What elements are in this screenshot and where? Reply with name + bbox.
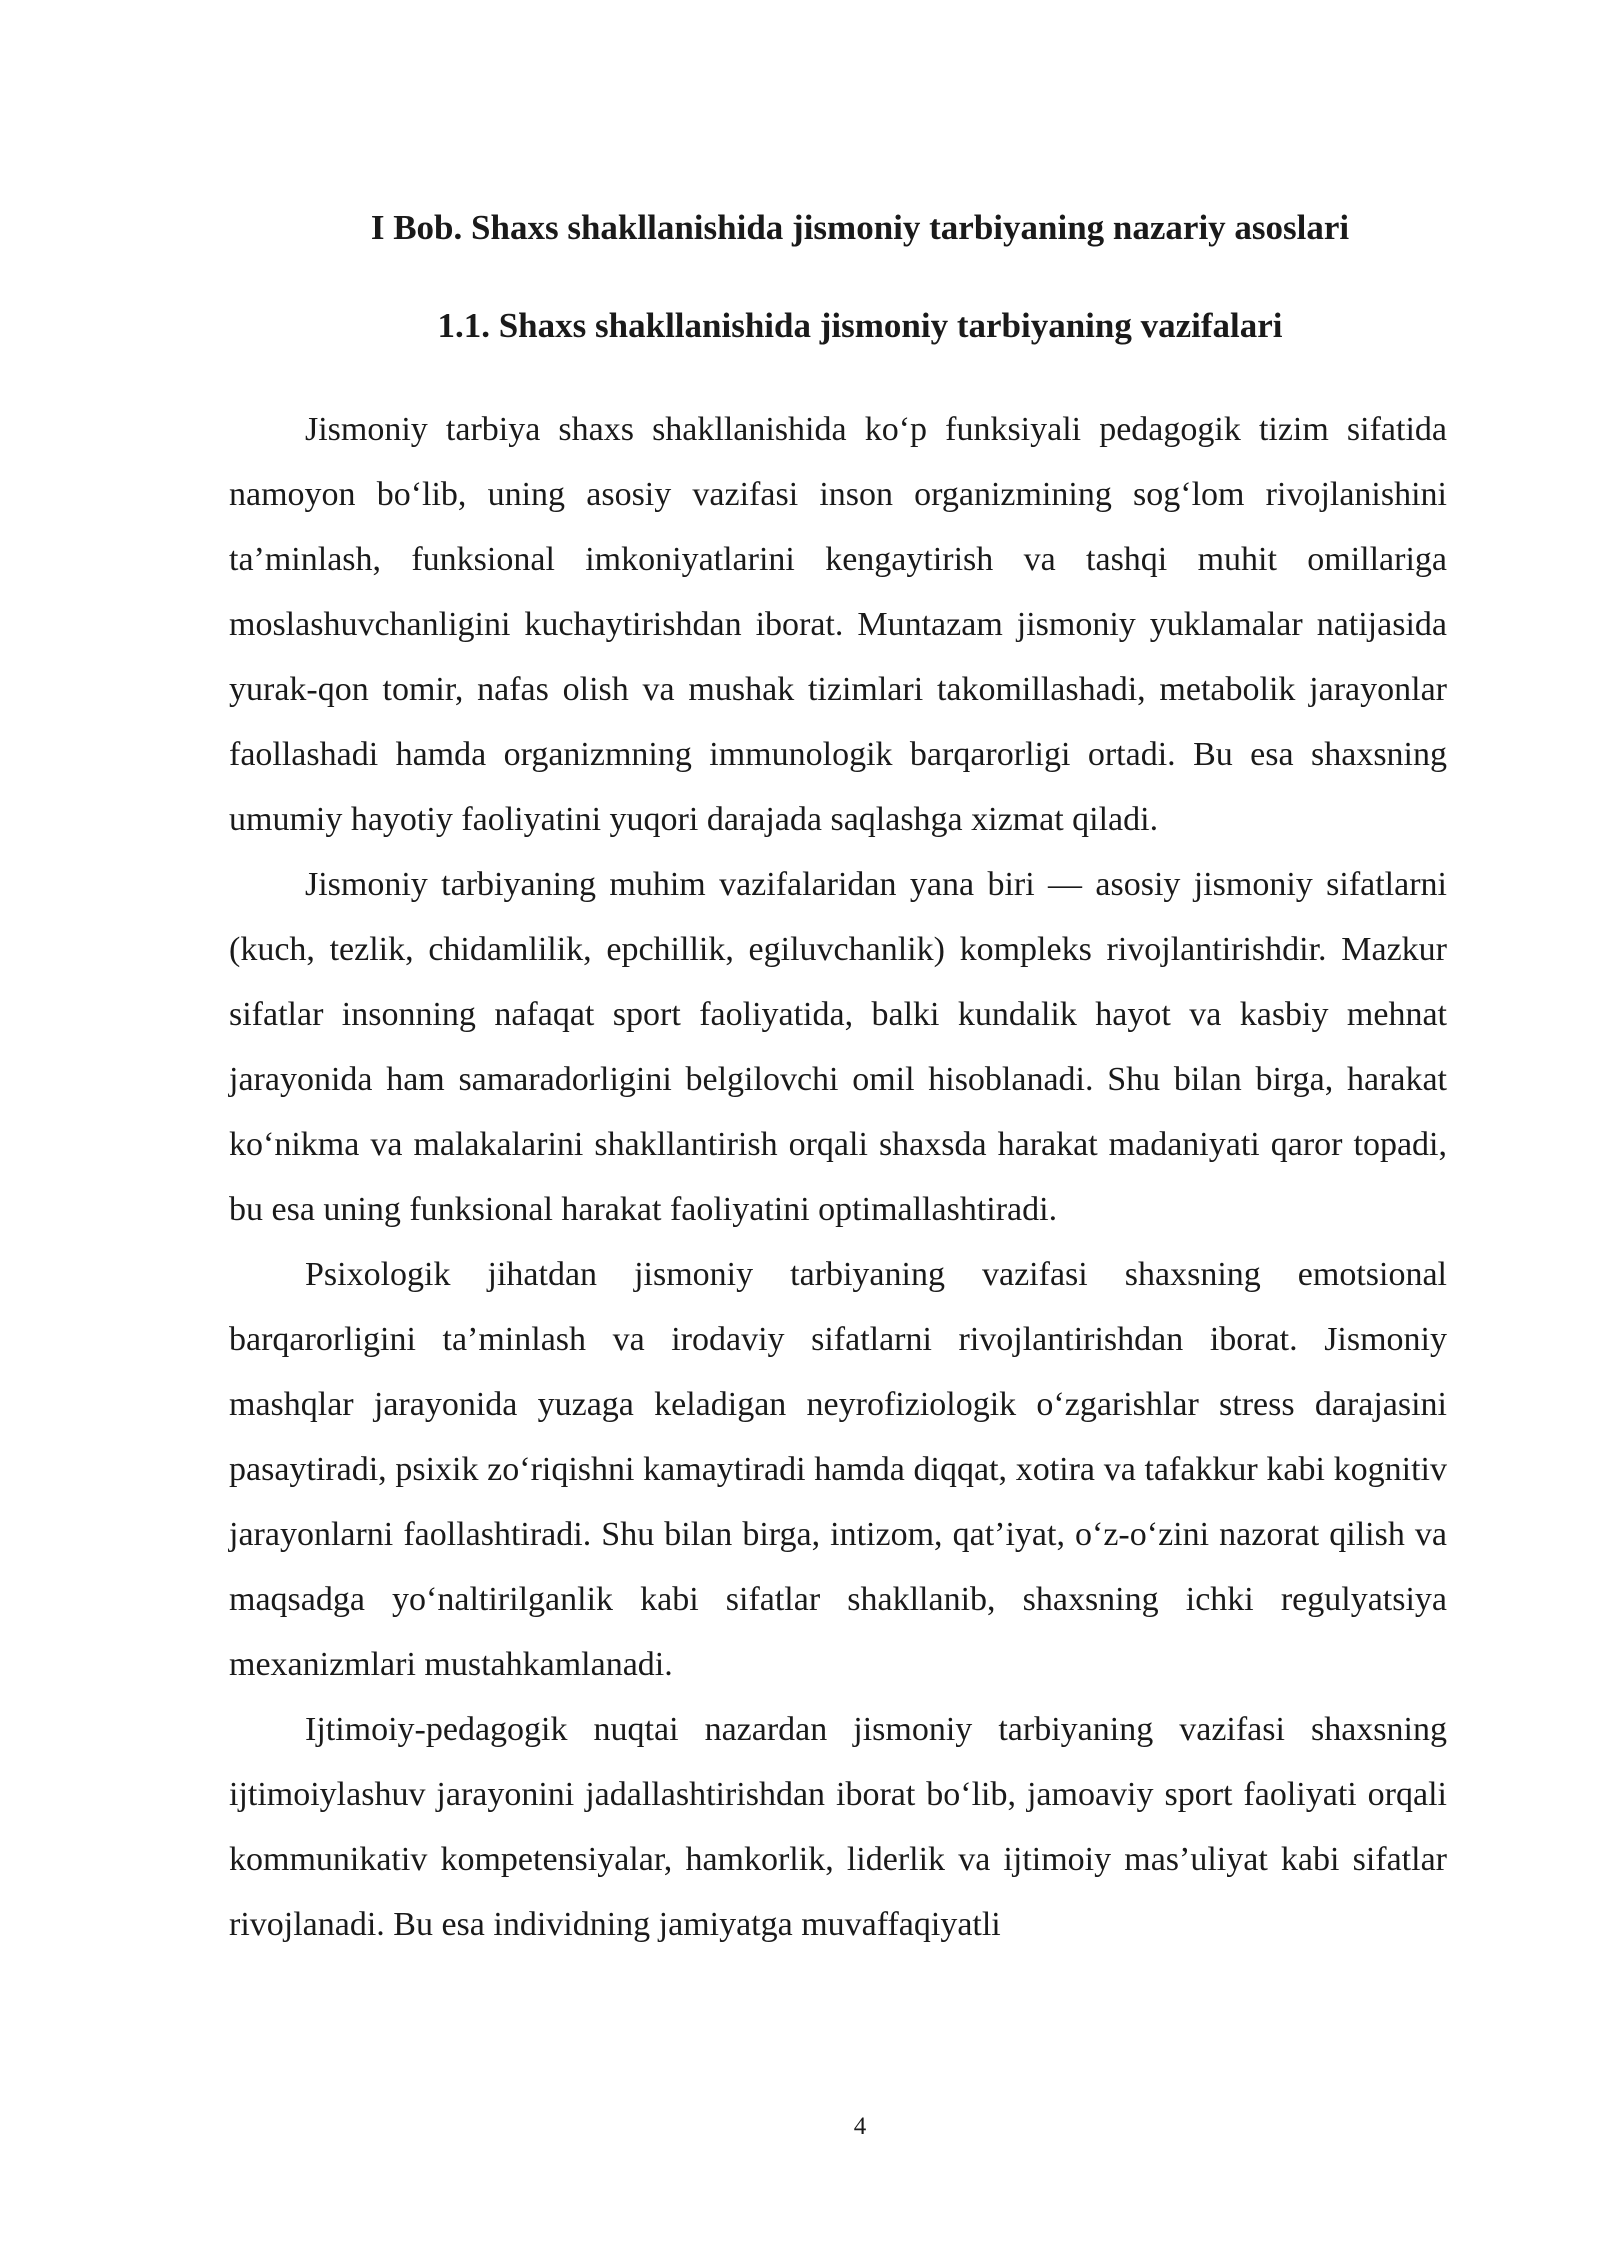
body-text (229, 397, 1447, 1957)
paragraph-4: Ijtimoiy-pedagogik nuqtai nazardan jismoniy tarbiyaning vazifasi shaxsning ijtimoiylashuv jarayonini jadallashtirishdan iborat bo‘lib, jamoaviy sport faoliyati orqali kommunikativ kompetensiyalar, hamkorlik, liderlik va ijtimoiy mas’uliyat kabi sifatlar rivojlanadi. Bu esa individning jamiyatga muvaffaqiyatli (229, 1711, 1447, 1943)
paragraph-2: Jismoniy tarbiyaning muhim vazifalaridan yana biri — asosiy jismoniy sifatlarni (kuch, tezlik, chidamlilik, epchillik, egiluvchanlik) kompleks rivojlantirishdir. Mazkur sifatlar insonning nafaqat sport faoliyatida, balki kundalik hayot va kasbiy mehnat jarayonida ham samaradorligini belgilovchi omil hisoblanadi. Shu bilan birga, harakat ko‘nikma va malakalarini shakllantirish orqali shaxsda harakat madaniyati qaror topadi, bu esa uning funksional harakat faoliyatini optimallashtiradi. (229, 866, 1447, 1228)
paragraph-1: Jismoniy tarbiya shaxs shakllanishida ko‘p funksiyali pedagogik tizim sifatida namoyon bo‘lib, uning asosiy vazifasi inson organizmining sog‘lom rivojlanishini ta’minlash, funksional imkoniyatlarini kengaytirish va tashqi muhit omillariga moslashuvchanligini kuchaytirishdan iborat. Muntazam jismoniy yuklamalar natijasida yurak-qon tomir, nafas olish va mushak tizimlari takomillashadi, metabolik jarayonlar faollashadi hamda organizmning immunologik barqarorligi ortadi. Bu esa shaxsning umumiy hayotiy faoliyatini yuqori darajada saqlashga xizmat qiladi. (229, 411, 1447, 838)
paragraph-3: Psixologik jihatdan jismoniy tarbiyaning vazifasi shaxsning emotsional barqarorligini ta’minlash va irodaviy sifatlarni rivojlantirishdan iborat. Jismoniy mashqlar jarayonida yuzaga keladigan neyrofiziologik o‘zgarishlar stress darajasini pasaytiradi, psixik zo‘riqishni kamaytiradi hamda diqqat, xotira va tafakkur kabi kognitiv jarayonlarni faollashtiradi. Shu bilan birga, intizom, qat’iyat, o‘z-o‘zini nazorat qilish va maqsadga yo‘naltirilganlik kabi sifatlar shakllanib, shaxsning ichki regulyatsiya mexanizmlari mustahkamlanadi. (229, 1256, 1447, 1683)
section-title: 1.1. Shaxs shakllanishida jismoniy tarbiyaning vazifalari (437, 306, 1283, 345)
chapter-title: I Bob. Shaxs shakllanishida jismoniy tarbiyaning nazariy asoslari (370, 208, 1350, 247)
page-number: 4 (853, 2113, 867, 2140)
